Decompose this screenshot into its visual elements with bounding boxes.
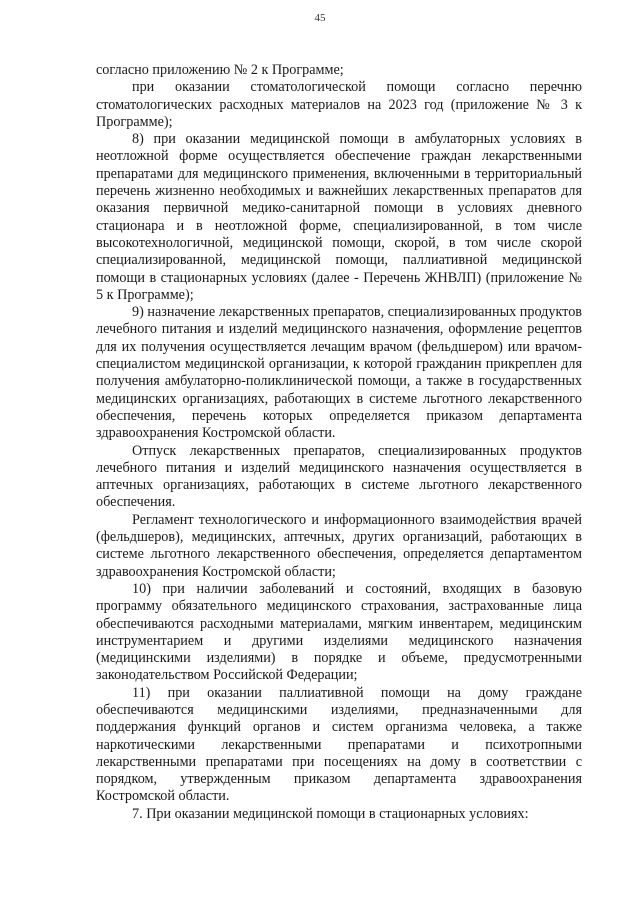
document-body [96,62,582,823]
page-number: 45 [314,12,326,24]
paragraph: 8) при оказании медицинской помощи в амбулаторных условиях в неотложной форме осуществляется обеспечение граждан лекарственными препаратами для медицинского применения, включенными в территориальный перечень жизненно необходимых и важнейших лекарственных препаратов для оказания первичной медико-санитарной помощи в условиях дневного стационара и в неотложной форме, специализированной, в том числе высокотехнологичной, медицинской помощи, скорой, в том числе скорой специализированной, медицинской помощи, паллиативной медицинской помощи в стационарных условиях (далее - Перечень ЖНВЛП) (приложение № 5 к Программе); [96,131,582,303]
paragraph: 7. При оказании медицинской помощи в стационарных условиях: [132,805,529,822]
paragraph: 11) при оказании паллиативной помощи на дому граждане обеспечиваются медицинскими изделиями, предназначенными для поддержания функций органов и систем организма человека, а также наркотическими лекарственными препаратами и психотропными лекарственными препаратами при посещениях на дому в соответствии с порядком, утвержденным приказом департамента здравоохранения Костромской области. [96,684,582,805]
paragraph: 9) назначение лекарственных препаратов, специализированных продуктов лечебного питания и изделий медицинского назначения, оформление рецептов для их получения осуществляется лечащим врачом (фельдшером) или врачом-специалистом медицинской организации, к которой гражданин прикреплен для получения амбулаторно-поликлинической помощи, а также в государственных медицинских организациях, работающих в системе льготного лекарственного обеспечения, перечень которых определяется приказом департамента здравоохранения Костромской области. [96,304,582,442]
paragraph: Отпуск лекарственных препаратов, специализированных продуктов лечебного питания и изделий медицинского назначения осуществляется в аптечных организациях, работающих в системе льготного лекарственного обеспечения. [96,442,582,511]
paragraph: Регламент технологического и информационного взаимодействия врачей (фельдшеров), медицинских, аптечных, других организаций, работающих в системе льготного лекарственного обеспечения, определяется департаментом здравоохранения Костромской области; [96,511,582,580]
paragraph: 10) при наличии заболеваний и состояний, входящих в базовую программу обязательного медицинского страхования, застрахованные лица обеспечиваются расходными материалами, мягким инвентарем, медицинским инструментарием и другими изделиями медицинского назначения (медицинскими изделиями) в порядке и объеме, предусмотренными законодательством Российской Федерации; [96,580,582,684]
paragraph: при оказании стоматологической помощи согласно перечню стоматологических расходных материалов на 2023 год (приложение № 3 к Программе); [96,79,582,130]
paragraph: согласно приложению № 2 к Программе; [96,62,344,78]
